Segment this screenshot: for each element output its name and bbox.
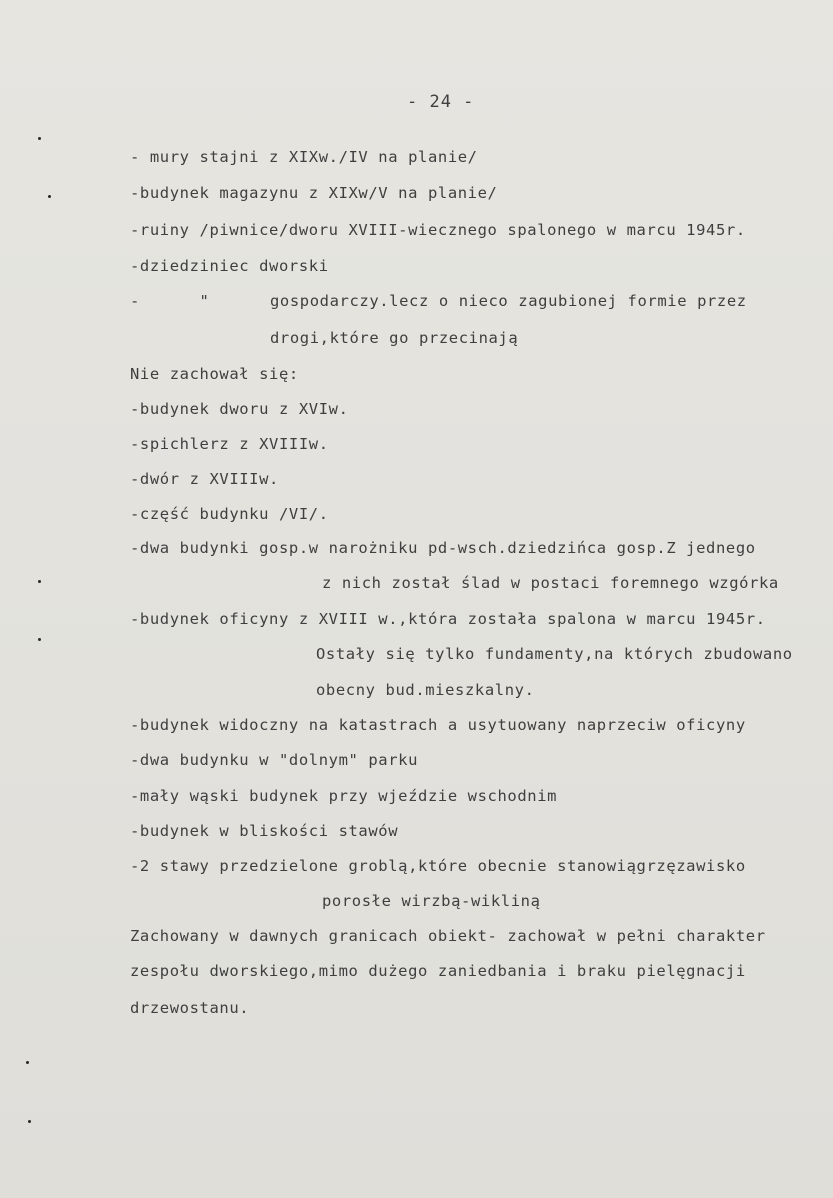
margin-dot [38, 580, 41, 583]
text-line: -mały wąski budynek przy wjeździe wschodnim [130, 787, 558, 805]
text-line: -budynek dworu z XVIw. [130, 400, 349, 418]
text-line: -spichlerz z XVIIIw. [130, 435, 329, 453]
text-line: -budynek widoczny na katastrach a usytuowany naprzeciw oficyny [130, 716, 746, 734]
text-line: Nie zachował się: [130, 365, 299, 383]
text-line: Ostały się tylko fundamenty,na których zbudowano [316, 645, 793, 663]
text-line: -ruiny /piwnice/dworu XVIII-wiecznego spalonego w marcu 1945r. [130, 221, 746, 239]
text-line: -dwa budynku w "dolnym" parku [130, 751, 419, 769]
text-line: - " [130, 292, 210, 310]
margin-dot [26, 1061, 29, 1064]
text-line: obecny bud.mieszkalny. [316, 681, 535, 699]
margin-dot [38, 638, 41, 641]
text-line: -budynek oficyny z XVIII w.,która została spalona w marcu 1945r. [130, 610, 766, 628]
text-line: -dwa budynki gosp.w narożniku pd-wsch.dziedzińca gosp.Z jednego [130, 539, 756, 557]
margin-dot [28, 1120, 31, 1123]
margin-dot [38, 137, 41, 140]
text-line: zespołu dworskiego,mimo dużego zaniedbania i braku pielęgnacji [130, 962, 746, 980]
text-line: Zachowany w dawnych granicach obiekt- zachował w pełni charakter [130, 927, 766, 945]
text-line: -dwór z XVIIIw. [130, 470, 279, 488]
text-line: - mury stajni z XIXw./IV na planie/ [130, 148, 478, 166]
text-line: z nich został ślad w postaci foremnego wzgórka [322, 574, 779, 592]
margin-dot [48, 195, 51, 198]
text-line: -dziedziniec dworski [130, 257, 329, 275]
text-line: -budynek magazynu z XIXw/V na planie/ [130, 184, 498, 202]
text-line: -część budynku /VI/. [130, 505, 329, 523]
text-line: drzewostanu. [130, 999, 250, 1017]
text-line: gospodarczy.lecz o nieco zagubionej formie przez [270, 292, 747, 310]
text-line: -2 stawy przedzielone groblą,które obecnie stanowiągrzęzawisko [130, 857, 746, 875]
text-line: drogi,które go przecinają [270, 329, 519, 347]
page-number: - 24 - [407, 92, 475, 112]
text-line: porosłe wirzbą-wikliną [322, 892, 541, 910]
text-line: -budynek w bliskości stawów [130, 822, 399, 840]
